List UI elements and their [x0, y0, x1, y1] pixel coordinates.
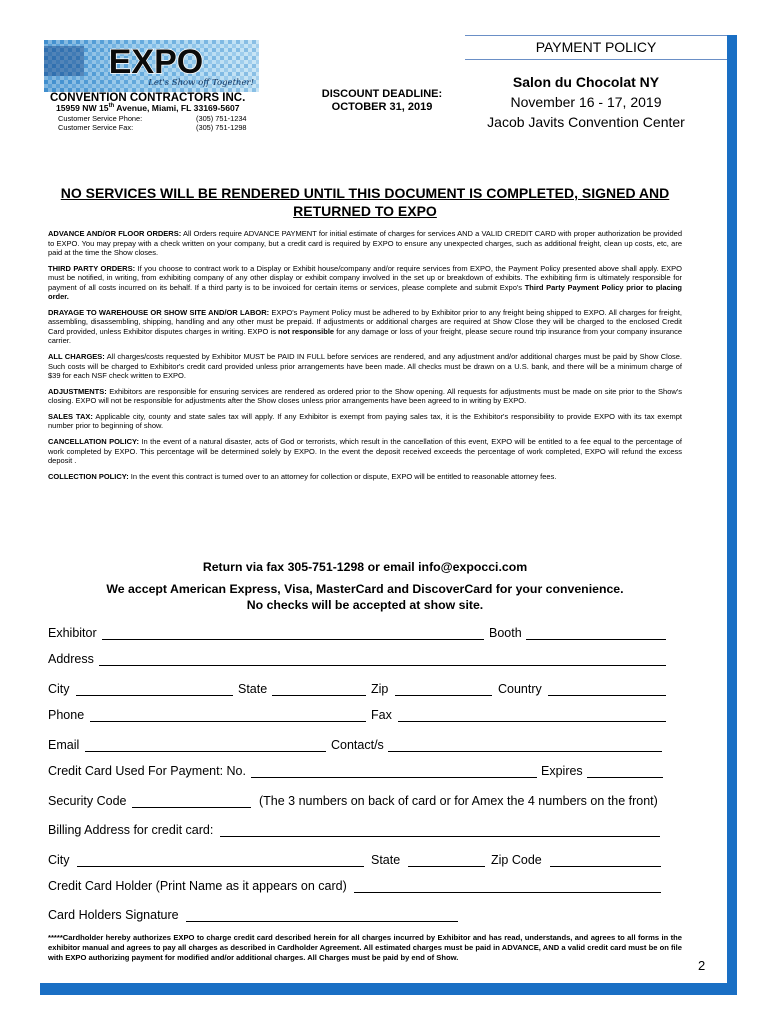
- address-field[interactable]: [99, 665, 666, 666]
- billing-address-field[interactable]: [220, 836, 660, 837]
- fax-value: (305) 751-1298: [196, 123, 247, 133]
- billing-zip-field[interactable]: [550, 866, 661, 867]
- event-name: Salon du Chocolat NY: [512, 74, 660, 90]
- event-venue: Jacob Javits Convention Center: [487, 114, 685, 130]
- billing-zip-label: Zip Code: [491, 853, 542, 867]
- city-field[interactable]: [76, 695, 233, 696]
- cc-number-field[interactable]: [251, 777, 537, 778]
- term-collection: COLLECTION POLICY: In the event this contract is turned over to an attorney for collection or dispute, EXPO will be entitled to reasonable attorney fees.: [48, 471, 557, 481]
- company-contacts: [58, 114, 247, 133]
- event-info: [462, 72, 710, 132]
- company-address: 15959 NW 15th Avenue, Miami, FL 33169-5607: [56, 103, 240, 113]
- country-field[interactable]: [548, 695, 666, 696]
- page-number: 2: [698, 958, 706, 973]
- accepted-cards: We accept American Express, Visa, MasterCard and DiscoverCard for your convenience. No checks will be accepted at show site.: [106, 582, 624, 612]
- fax-label: Customer Service Fax:: [58, 123, 134, 133]
- term-all-charges: ALL CHARGES: All charges/costs requested by Exhibitor MUST be PAID IN FULL before services are rendered, and any adjustment and/or additional charges must be paid by Show Close. Such costs will be charged to Exhibitor's credit card provided unless prior arrangements have been made. All checks must be drawn on a U.S. bank, and there will be a minimum charge of $39 for each NSF check written to EXPO.: [48, 352, 683, 381]
- security-code-field[interactable]: [132, 807, 251, 808]
- term-cancellation: CANCELLATION POLICY: In the event of a natural disaster, acts of God or terrorists, which result in the cancellation of this event, EXPO will be entitled to a fee equal to the percentage of work completed by EXPO. This percentage will be determined solely by EXPO. In the event the deposit received exceeds the percentage of work completed, EXPO will refund the excess deposit .: [48, 437, 682, 466]
- state-label: State: [238, 682, 268, 696]
- phone-label: Customer Service Phone:: [58, 114, 143, 123]
- term-drayage: DRAYAGE TO WAREHOUSE OR SHOW SITE AND/OR LABOR: EXPO's Payment Policy must be adhered to by Exhibitor prior to any freight being shipped to EXPO. All charges for freight, assembling, disassembling, shipping, handling and any other must be prepaid. If adjustments or additional charges are required at Show Close they will be charged to the enclosed Credit Card provided, unless Exhibitor disputes charges in writing. EXPO is not responsible for any damage or loss of your freight, please secure round trip insurance from your company insurance carrier.: [48, 307, 682, 346]
- cc-number-label: Credit Card Used For Payment: No.: [48, 764, 246, 778]
- address-label: Address: [48, 652, 94, 666]
- state-field[interactable]: [272, 695, 366, 696]
- email-field[interactable]: [85, 751, 326, 752]
- headline-notice: NO SERVICES WILL BE RENDERED UNTIL THIS DOCUMENT IS COMPLETED, SIGNED AND RETURNED TO EXPO: [60, 185, 670, 219]
- phone-field[interactable]: [90, 721, 366, 722]
- billing-address-label: Billing Address for credit card:: [48, 823, 214, 837]
- zip-label: Zip: [371, 682, 389, 696]
- contacts-field[interactable]: [388, 751, 662, 752]
- zip-field[interactable]: [395, 695, 492, 696]
- booth-field[interactable]: [526, 639, 666, 640]
- billing-city-label: City: [48, 853, 70, 867]
- contacts-label: Contact/s: [331, 738, 384, 752]
- security-code-label: Security Code: [48, 794, 127, 808]
- logo-wordmark: EXPO: [108, 43, 204, 81]
- term-sales-tax: SALES TAX: Applicable city, county and state sales tax will apply. If any Exhibitor is exempt from paying sales tax, it is the Exhibitor's responsibility to provide EXPO with its tax exempt number prior to beginning of show.: [48, 411, 682, 431]
- return-instructions: Return via fax 305-751-1298 or email info@expocci.com: [202, 560, 528, 574]
- terms-section: [48, 229, 682, 488]
- cardholder-name-field[interactable]: [354, 892, 661, 893]
- fax-field-label: Fax: [371, 708, 392, 722]
- term-advance: ADVANCE AND/OR FLOOR ORDERS: All Orders require ADVANCE PAYMENT for initial estimate of charges for services AND a VALID CREDIT CARD with proper authorization be provided to EXPO. You may prepay with a check written on your company, but a credit card is required by EXPO to ensure any unexpected charges, such as additional freight, clean up costs, etc, are paid at the time the Show closes.: [48, 229, 683, 257]
- signature-label: Card Holders Signature: [48, 908, 179, 922]
- cardholder-authorization-note: *****Cardholder hereby authorizes EXPO to charge credit card described herein for all charges incurred by Exhibitor and has read, understands, and agrees to all forms in the exhibitor manual and agrees to pay all charges as described in Cardholder Agreement. All estimated charges must be paid in ADVANCE, AND a valid credit card must be on file with EXPO authorizing payment for modified and/or additional charges. All Charges must be paid by end of Show.: [48, 933, 682, 962]
- company-name: CONVENTION CONTRACTORS INC.: [50, 92, 246, 104]
- billing-state-field[interactable]: [408, 866, 485, 867]
- discount-deadline: DISCOUNT DEADLINE: OCTOBER 31, 2019: [321, 88, 443, 113]
- expires-field[interactable]: [587, 777, 663, 778]
- billing-city-field[interactable]: [77, 866, 364, 867]
- term-third-party: THIRD PARTY ORDERS: If you choose to contract work to a Display or Exhibit house/company and/or require services from EXPO, the Payment Policy presented above shall apply. EXPO must be notified, in writing, from exhibiting company of any other display or exhibit company involved in the set up or breakdown of exhibits. The exhibiting firm is ultimately responsible for payment of all costs incurred on its behalf. If a third party is to be invoiced for certain items or services, please complete and submit Expo's Third Party Payment Policy prior to placing order.: [48, 263, 682, 302]
- event-dates: November 16 - 17, 2019: [510, 94, 662, 110]
- exhibitor-label: Exhibitor: [48, 626, 97, 640]
- booth-label: Booth: [489, 626, 522, 640]
- bottom-accent-bar: [40, 983, 737, 995]
- billing-state-label: State: [371, 853, 401, 867]
- expo-logo: [44, 40, 259, 92]
- right-accent-bar: [727, 35, 737, 995]
- fax-field[interactable]: [398, 721, 666, 722]
- term-adjustments: ADJUSTMENTS: Exhibitors are responsible for ensuring services are rendered as ordered prior to the Show opening. All requests for adjustments must be made on site prior to the Show's closing. EXPO will not be responsible for adjustments after the Show closes unless prior arrangements have been agreed to in writing by EXPO.: [48, 386, 682, 406]
- email-label: Email: [48, 738, 80, 752]
- payment-policy-title: PAYMENT POLICY: [465, 35, 727, 60]
- country-label: Country: [498, 682, 542, 696]
- city-label: City: [48, 682, 70, 696]
- phone-value: (305) 751-1234: [196, 114, 247, 123]
- expires-label: Expires: [541, 764, 583, 778]
- logo-tagline: Let's Show off Together!: [148, 78, 254, 88]
- security-code-note: (The 3 numbers on back of card or for Amex the 4 numbers on the front): [259, 794, 658, 808]
- signature-field[interactable]: [186, 921, 458, 922]
- phone-field-label: Phone: [48, 708, 85, 722]
- cardholder-name-label: Credit Card Holder (Print Name as it appears on card): [48, 879, 347, 893]
- exhibitor-field[interactable]: [102, 639, 484, 640]
